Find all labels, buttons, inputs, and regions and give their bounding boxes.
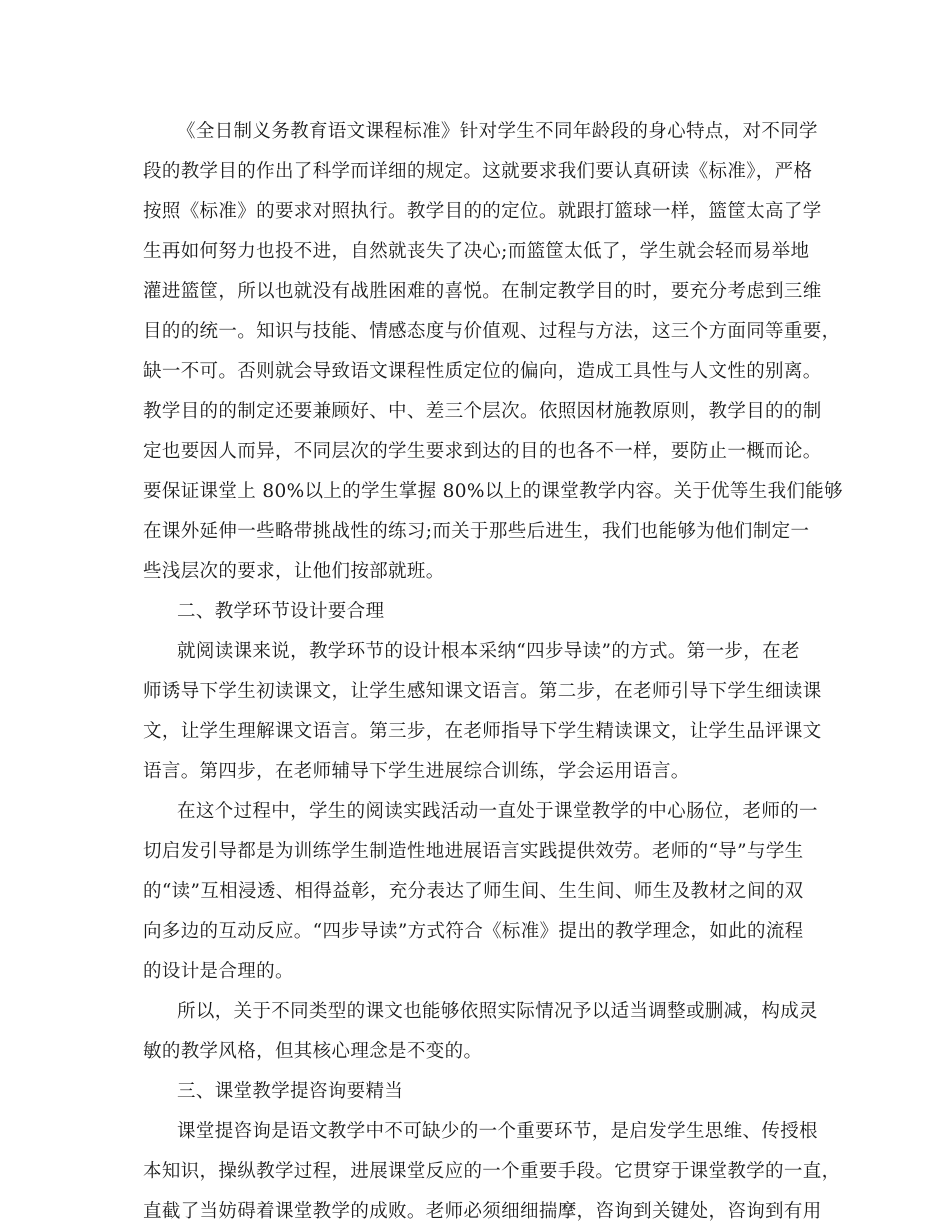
paragraph-line: 本知识，操纵教学过程，进展课堂反应的一个重要手段。它贯穿于课堂教学的一直， <box>143 1161 841 1182</box>
paragraph-line: 灌进篮筐，所以也就没有战胜困难的喜悦。在制定教学目的时，要充分考虑到三维 <box>143 281 822 302</box>
paragraph-line: 课堂提咨询是语文教学中不可缺少的一个重要环节，是启发学生思维、传授根 <box>177 1121 818 1142</box>
section-heading: 二、教学环节设计要合理 <box>177 601 385 622</box>
paragraph-line: 所以，关于不同类型的课文也能够依照实际情况予以适当调整或删减，构成灵 <box>177 1001 818 1022</box>
paragraph-line: 段的教学目的作出了科学而详细的规定。这就要求我们要认真研读《标准》，严格 <box>143 161 813 182</box>
paragraph-line: 直截了当妨碍着课堂教学的成败。老师必须细细揣摩，咨询到关键处，咨询到有用 <box>143 1201 822 1222</box>
paragraph-line: 切启发引导都是为训练学生制造性地进展语言实践提供效劳。老师的“导”与学生 <box>143 841 804 862</box>
paragraph-line: 语言。第四步，在老师辅导下学生进展综合训练，学会运用语言。 <box>143 761 690 782</box>
paragraph-line: 文，让学生理解课文语言。第三步，在老师指导下学生精读课文，让学生品评课文 <box>143 721 822 742</box>
paragraph-line: 的“读”互相浸透、相得益彰，充分表达了师生间、生生间、师生及教材之间的双 <box>143 881 804 902</box>
paragraph-line: 定也要因人而异，不同层次的学生要求到达的目的也各不一样，要防止一概而论。 <box>143 441 822 462</box>
paragraph-line: 就阅读课来说，教学环节的设计根本采纳“四步导读”的方式。第一步，在老 <box>177 641 800 662</box>
paragraph-line: 按照《标准》的要求对照执行。教学目的的定位。就跟打篮球一样，篮筐太高了学 <box>143 201 822 222</box>
paragraph-line: 目的的统一。知识与技能、情感态度与价值观、过程与方法，这三个方面同等重要， <box>143 321 841 342</box>
paragraph-line: 师诱导下学生初读课文，让学生感知课文语言。第二步，在老师引导下学生细读课 <box>143 681 822 702</box>
paragraph-line: 在课外延伸一些略带挑战性的练习;而关于那些后进生，我们也能够为他们制定一 <box>143 521 810 542</box>
section-heading: 三、课堂教学提咨询要精当 <box>177 1081 404 1102</box>
paragraph-line: 的设计是合理的。 <box>143 961 294 982</box>
paragraph-line: 教学目的的制定还要兼顾好、中、差三个层次。依照因材施教原则，教学目的的制 <box>143 401 822 422</box>
paragraph-line: 些浅层次的要求，让他们按部就班。 <box>143 561 445 582</box>
paragraph-line: 敏的教学风格，但其核心理念是不变的。 <box>143 1041 483 1062</box>
paragraph-line: 《全日制义务教育语文课程标准》针对学生不同年龄段的身心特点，对不同学 <box>177 121 818 142</box>
paragraph-line: 要保证课堂上 80%以上的学生掌握 80%以上的课堂教学内容。关于优等生我们能够 <box>143 481 844 502</box>
paragraph-line: 生再如何努力也投不进，自然就丧失了决心;而篮筐太低了，学生就会轻而易举地 <box>143 241 810 262</box>
paragraph-line: 向多边的互动反应。“四步导读”方式符合《标准》提出的教学理念，如此的流程 <box>143 921 804 942</box>
paragraph-line: 缺一不可。否则就会导致语文课程性质定位的偏向，造成工具性与人文性的别离。 <box>143 361 822 382</box>
paragraph-line: 在这个过程中，学生的阅读实践活动一直处于课堂教学的中心肠位，老师的一 <box>177 801 818 822</box>
